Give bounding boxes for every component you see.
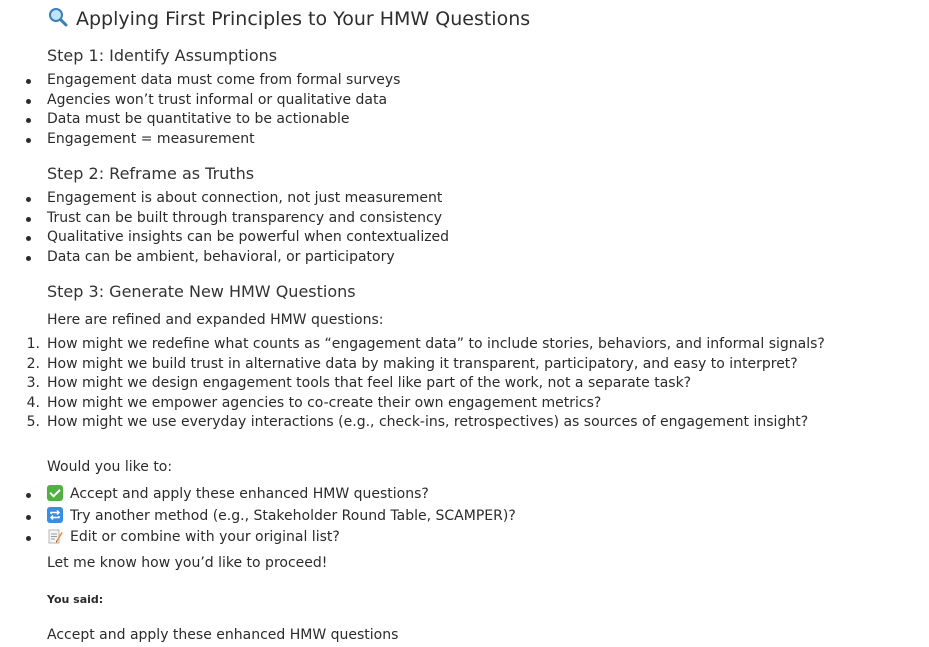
list-item: Data can be ambient, behavioral, or participatory	[47, 248, 449, 268]
step3-heading: Step 3: Generate New HMW Questions	[47, 282, 356, 301]
list-item: Engagement data must come from formal surveys	[47, 71, 400, 91]
list-item: Edit or combine with your original list?	[47, 527, 516, 549]
bullet-icon	[26, 236, 31, 241]
list-item: 3. How might we design engagement tools that feel like part of the work, not a separate task?	[26, 375, 692, 392]
list-item: Try another method (e.g., Stakeholder Round Table, SCAMPER)?	[47, 506, 516, 528]
bullet-icon	[26, 197, 31, 202]
user-message: Accept and apply these enhanced HMW questions	[47, 627, 399, 643]
step2-heading: Step 2: Reframe as Truths	[47, 164, 255, 183]
hmw-questions-list	[26, 335, 825, 433]
title-text: Applying First Principles to Your HMW Questions	[76, 8, 531, 30]
bullet-icon	[26, 138, 31, 143]
list-item: 1. How might we redefine what counts as “engagement data” to include stories, behaviors, and informal signals?	[26, 336, 825, 352]
step3-intro: Here are refined and expanded HMW questions:	[47, 312, 384, 328]
you-said-label: You said:	[47, 593, 104, 606]
magnifying-glass-icon	[48, 7, 68, 31]
list-item: Trust can be built through transparency and consistency	[47, 209, 449, 229]
bullet-icon	[26, 256, 31, 261]
bullet-icon	[26, 515, 31, 520]
list-item: Agencies won’t trust informal or qualitative data	[47, 91, 400, 111]
step1-heading: Step 1: Identify Assumptions	[47, 46, 278, 65]
list-item: Data must be quantitative to be actionable	[47, 110, 400, 130]
bullet-icon	[26, 99, 31, 104]
memo-icon	[47, 528, 63, 544]
list-item: 5. How might we use everyday interactions (e.g., check-ins, retrospectives) as sources of engagement insight?	[26, 414, 809, 431]
list-item: Engagement is about connection, not just measurement	[47, 189, 449, 209]
truths-list	[47, 189, 449, 267]
list-item: 4. How might we empower agencies to co-create their own engagement metrics?	[26, 394, 602, 411]
list-item: Accept and apply these enhanced HMW questions?	[47, 484, 516, 506]
bullet-icon	[26, 493, 31, 498]
check-mark-button-icon	[47, 485, 63, 501]
list-item: Engagement = measurement	[47, 130, 400, 150]
section-title	[48, 6, 530, 32]
bullet-icon	[26, 79, 31, 84]
options-list	[47, 484, 516, 549]
list-item: 2. How might we build trust in alternative data by making it transparent, participatory, and easy to interpret?	[26, 355, 798, 372]
bullet-icon	[26, 217, 31, 222]
repeat-button-icon	[47, 507, 63, 523]
assumptions-list	[47, 71, 400, 149]
options-prompt: Would you like to:	[47, 459, 173, 475]
bullet-icon	[26, 536, 31, 541]
list-item: Qualitative insights can be powerful when contextualized	[47, 228, 449, 248]
closing-text: Let me know how you’d like to proceed!	[47, 555, 328, 571]
bullet-icon	[26, 118, 31, 123]
